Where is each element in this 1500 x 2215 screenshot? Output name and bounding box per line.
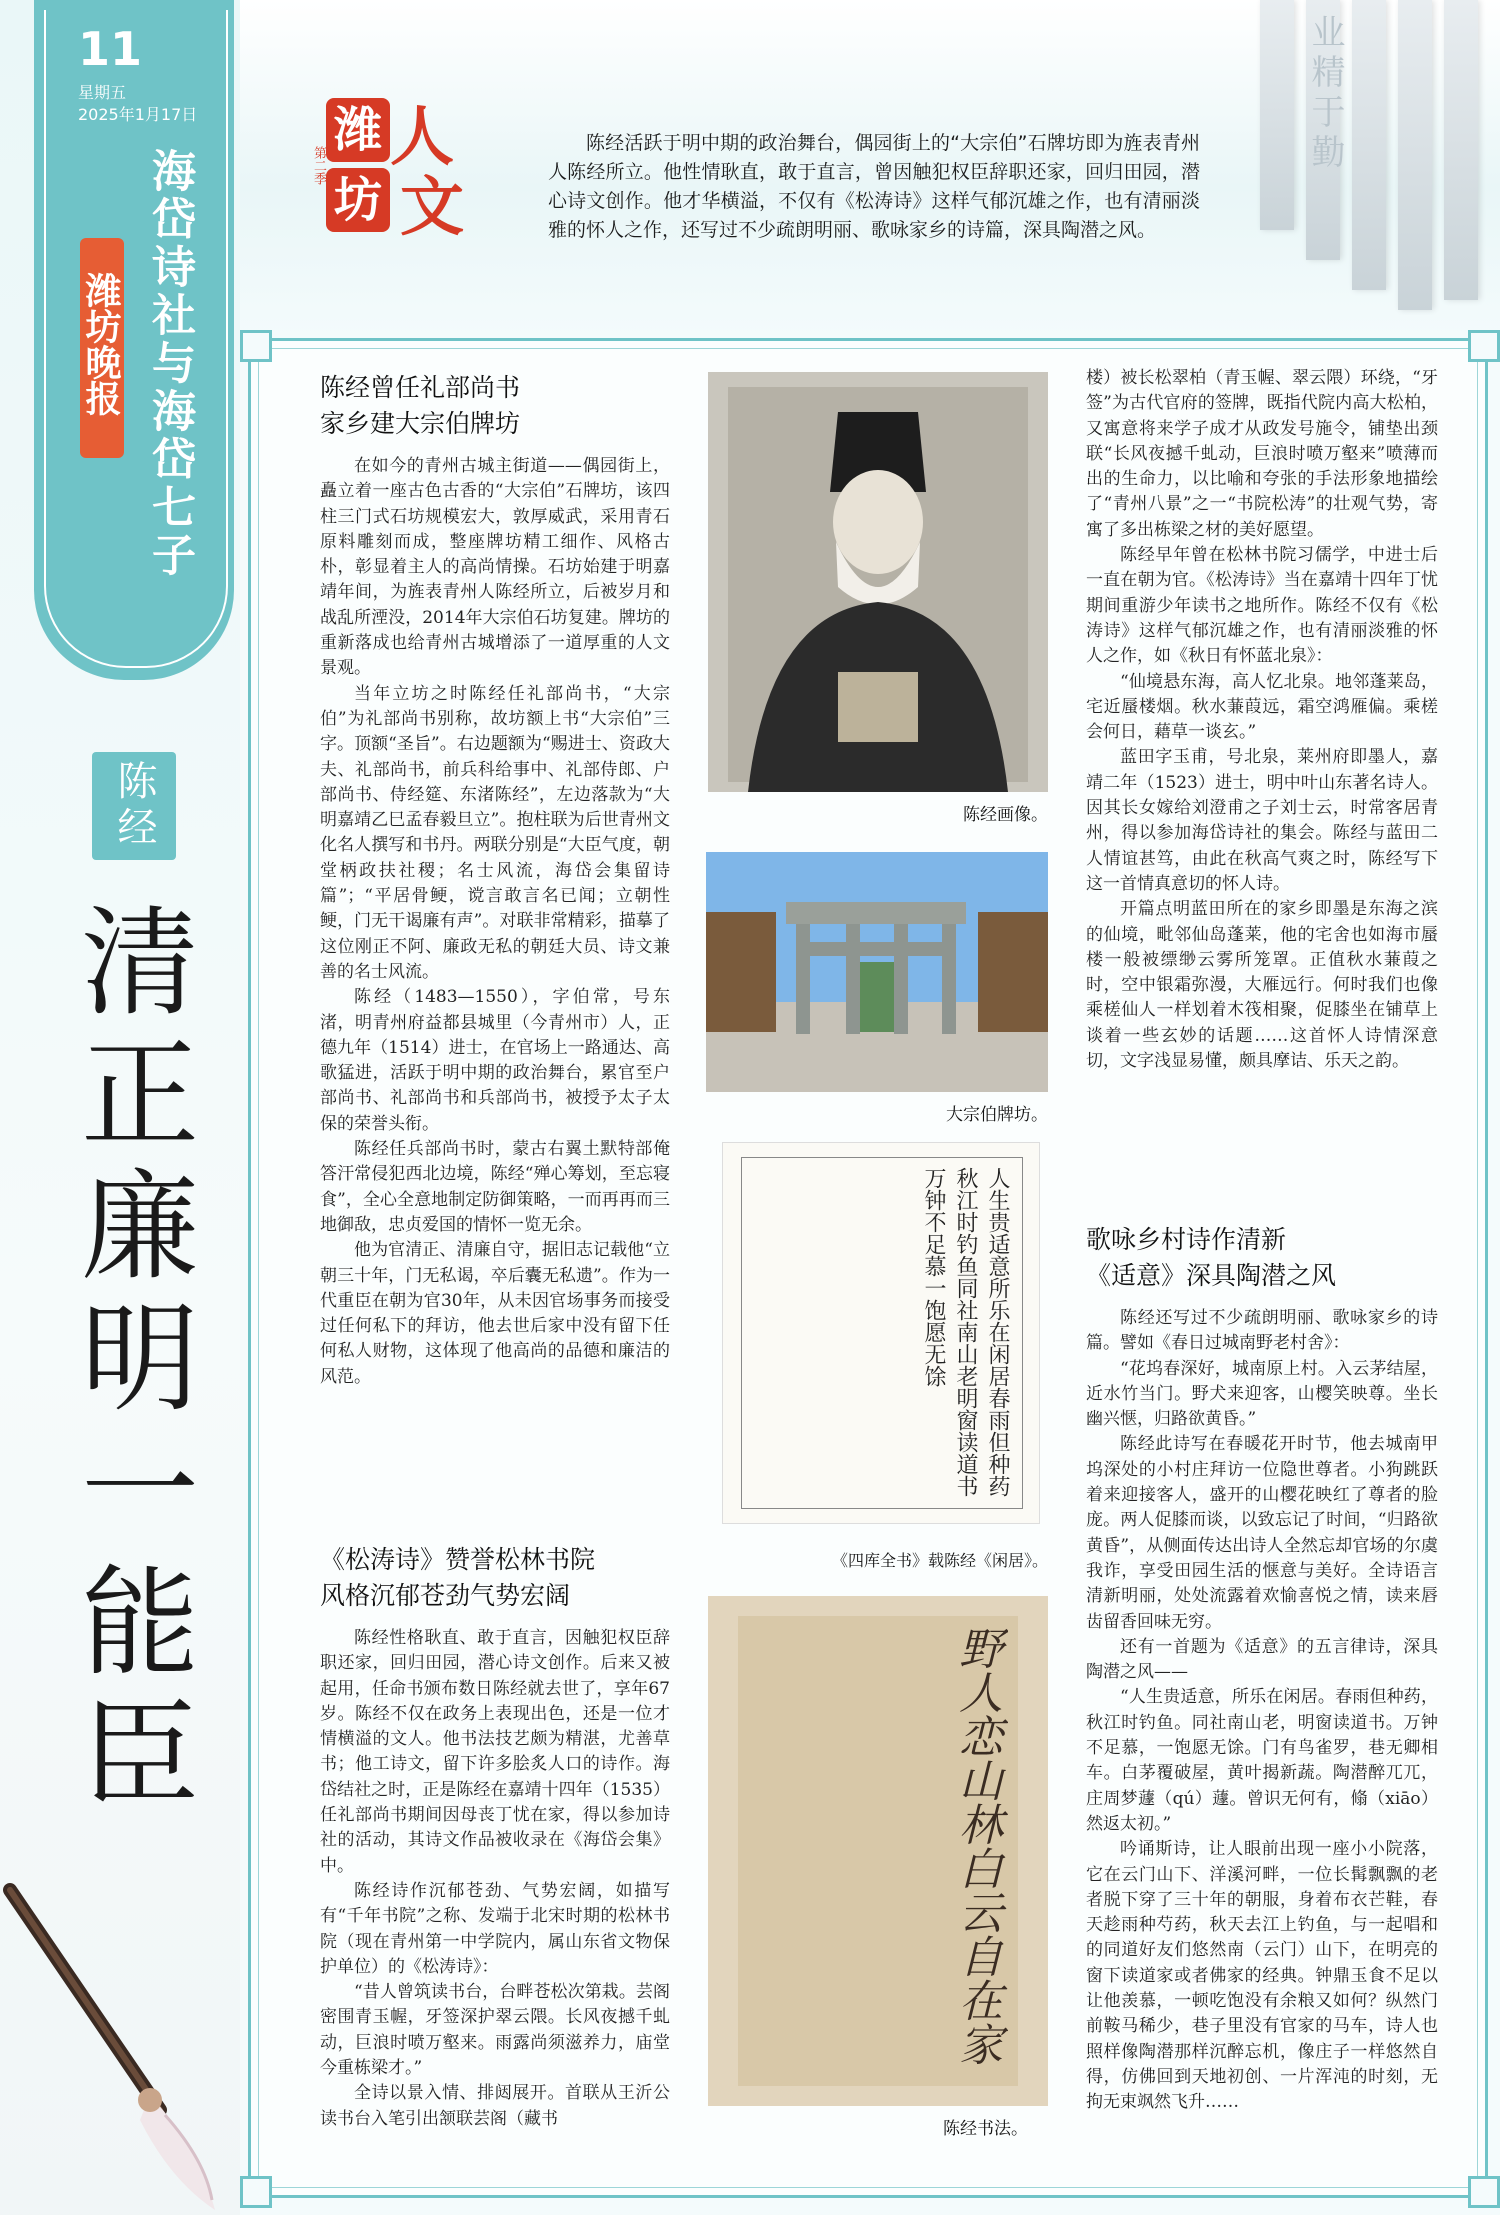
paragraph: 陈经（1483—1550），字伯常，号东渚，明青州府益都县城里（今青州市）人，正德九年（1514）进士，在官场上一路通达、高歌猛进，活跃于明中期的政治舞台，累官至户部尚书、礼部尚书和兵部尚书，被授予太子太保的荣誉头衔。 bbox=[320, 987, 670, 1134]
column-title: 海岱诗社与海岱七子 bbox=[144, 148, 195, 580]
decorative-watermark-text: 业精于勤 bbox=[1305, 14, 1345, 174]
calligraphy-photo bbox=[708, 1596, 1048, 2106]
paragraph: 在如今的青州古城主街道——偶园街上，矗立着一座古色古香的“大宗伯”石牌坊，该四柱三门式石坊规模宏大，敦厚威武，采用青石原料雕刻而成，整座牌坊精工细作、风格古朴，彰显着主人的高尚情操。石坊始建于明嘉靖年间，为旌表青州人陈经所立，后被岁月和战乱所湮没，2014年大宗伯石坊复建。牌坊的重新落成也给青州古城增添了一道厚重的人文景观。 bbox=[320, 456, 670, 679]
section-title-1: 陈经曾任礼部尚书 家乡建大宗伯牌坊 bbox=[320, 373, 521, 438]
siku-document-photo bbox=[722, 1142, 1040, 1524]
article-column-3b bbox=[1086, 1222, 1438, 2167]
portrait-photo bbox=[708, 372, 1048, 792]
poem-quote: “昔人曾筑读书台，台畔苍松次第栽。芸阁密围青玉幄，牙签深护翠云隈。长风夜撼千虬动，巨浪时喷万壑来。雨露尚须滋养力，庙堂今重栋梁才。” bbox=[320, 1982, 670, 2079]
frame-corner bbox=[1468, 2176, 1500, 2208]
caption-archway: 大宗伯牌坊。 bbox=[946, 1105, 1048, 1125]
publish-date: 2025年1月17日 bbox=[78, 105, 198, 124]
article-column-1 bbox=[320, 370, 670, 1500]
frame-corner bbox=[240, 2176, 272, 2208]
poem-quote: “花坞春深好，城南原上村。入云茅结屋，近水竹当门。野犬来迎客，山樱笑映尊。坐长幽兴惬，归路欲黄昏。” bbox=[1086, 1358, 1438, 1430]
renwen-weifang-logo bbox=[311, 86, 488, 245]
intro-paragraph: 陈经活跃于明中期的政治舞台，偶园街上的“大宗伯”石牌坊即为旌表青州人陈经所立。他性情耿直，敢于直言，曾因触犯权臣辞职还家，回归田园，潜心诗文创作。他才华横溢，不仅有《松涛诗》这样气郁沉雄之作，也有清丽淡雅的怀人之作，还写过不少疏朗明丽、歌咏家乡的诗篇，深具陶潜之风。 bbox=[548, 132, 1200, 241]
paragraph: 开篇点明蓝田所在的家乡即墨是东海之滨的仙境，毗邻仙岛蓬莱，他的宅舍也如海市蜃楼一般被缥缈云雾所笼罩。正值秋水蒹葭之时，空中银霜弥漫，大雁远行。何时我们也像乘槎仙人一样划着木筏相聚，促膝坐在铺草上谈着一些玄妙的话题……这首怀人诗情深意切，文字浅显易懂，颇具摩诘、乐天之韵。 bbox=[1086, 899, 1438, 1072]
paragraph: 吟诵斯诗，让人眼前出现一座小小院落，它在云门山下、洋溪河畔，一位长髯飘飘的老者脱下穿了三十年的朝服，身着布衣芒鞋，春天趁雨种芍药，秋天去江上钓鱼，与一起唱和的同道好友们悠然南（云门）山下，在明亮的窗下读道家或者佛家的经典。钟鼎玉食不足以让他羡慕，一顿吃饱没有余粮又如何？纵然门前鞍马稀少，巷子里没有官家的马车，诗人也照样像陶潜那样沉醉忘机，像庄子一样悠然自得，仿佛回到天地初创、一片浑沌的时刻，无拘无束飒然飞升…… bbox=[1086, 1839, 1438, 2113]
paragraph: 陈经任兵部尚书时，蒙古右翼土默特部俺答汗常侵犯西北边境，陈经“殚心筹划，至忘寝食”，全心全意地制定防御策略，一而再再而三地御敌，忠贞爱国的情怀一览无余。 bbox=[320, 1139, 670, 1235]
page-headline: 清正廉明一能臣 bbox=[61, 900, 199, 1824]
article-column-1b bbox=[320, 1542, 670, 2167]
paragraph: 蓝田字玉甫，号北泉，莱州府即墨人，嘉靖二年（1523）进士，明中叶山东著名诗人。因其长女嫁给刘澄甫之子刘士云，时常客居青州，得以参加海岱诗社的集会。陈经与蓝田二人情谊甚笃，由此在秋高气爽之时，陈经写下这一首情真意切的怀人诗。 bbox=[1086, 747, 1438, 894]
paragraph: 他为官清正、清廉自守，据旧志记载他“立朝三十年，门无私谒，卒后囊无私遗”。作为一代重臣在朝为官30年，从未因官场事务而接受过任何私下的拜访，他去世后家中没有留下任何私人财物，这体现了他高尚的品德和廉洁的风范。 bbox=[320, 1240, 670, 1387]
person-name-badge: 陈经 bbox=[92, 752, 176, 860]
weekday: 星期五 bbox=[78, 83, 127, 102]
poem-quote: “人生贵适意，所乐在闲居。春雨但种药，秋江时钓鱼。同社南山老，明窗读道书。万钟不足慕，一饱愿无馀。门有鸟雀罗，巷无卿相车。白茅覆破屋，黄叶揭新蔬。陶潜醉兀兀，庄周梦蘧（qú）蘧。曾识无何有，翛（xiāo）然返太初。” bbox=[1086, 1687, 1438, 1834]
paper-name: 潍坊晚报 bbox=[80, 272, 121, 416]
logo-season: 第二季 bbox=[311, 146, 326, 185]
logo-char-wei: 潍 bbox=[326, 98, 390, 162]
frame-corner bbox=[240, 330, 272, 362]
page-number: 11 bbox=[78, 22, 143, 76]
paragraph: 楼）被长松翠柏（青玉幄、翠云隈）环绕，“牙签”为古代官府的签牌，既指代院内高大松柏，又寓意将来学子成才从政发号施令，铺垫出颈联“长风夜撼千虬动，巨浪时喷万壑来”喷薄而出的生命力，以比喻和夸张的手法形象地描绘了“青州八景”之一“书院松涛”的壮观气势，寄寓了多出栋梁之材的美好愿望。 bbox=[1086, 368, 1438, 540]
caption-portrait: 陈经画像。 bbox=[963, 805, 1048, 825]
archway-photo bbox=[706, 852, 1048, 1092]
paragraph: 当年立坊之时陈经任礼部尚书，“大宗伯”为礼部尚书别称，故坊额上书“大宗伯”三字。顶额“圣旨”。右边题额为“赐进士、资政大夫、礼部尚书，前兵科给事中、礼部侍郎、户部尚书、侍经筵、东渚陈经”，左边落款为“大明嘉靖乙巳孟春毅旦立”。抱柱联为后世青州文化名人撰写和书丹。两联分别是“大臣气度，朝堂柄政扶社稷；名士风流，海岱会集留诗篇”；“平居骨鲠，谠言敢言名已闻；立朝性鲠，门无干谒廉有声”。对联非常精彩，描摹了这位刚正不阿、廉政无私的朝廷大员、诗文兼善的名士风流。 bbox=[320, 683, 670, 982]
paragraph: 陈经还写过不少疏朗明丽、歌咏家乡的诗篇。譬如《春日过城南野老村舍》： bbox=[1086, 1308, 1438, 1354]
caption-calligraphy: 陈经书法。 bbox=[943, 2119, 1028, 2139]
poem-quote: “仙境悬东海，高人忆北泉。地邻蓬莱岛，宅近蜃楼烟。秋水蒹葭远，霜空鸿雁偏。乘槎会何日，藉草一谈玄。” bbox=[1086, 671, 1438, 743]
logo-char-fang: 坊 bbox=[326, 168, 390, 232]
paragraph: 还有一首题为《适意》的五言律诗，深具陶潜之风—— bbox=[1086, 1636, 1438, 1683]
paragraph: 陈经此诗写在春暖花开时节，他去城南甲坞深处的小村庄拜访一位隐世尊者。小狗跳跃着来迎接客人，盛开的山樱花映红了尊者的脸庞。两人促膝而谈，以致忘记了时间，“归路欲黄昏”，从侧面传达出诗人全然忘却官场的尔虞我诈，享受田园生活的惬意与美好。全诗语言清新明丽，处处流露着欢愉喜悦之情，读来唇齿留香回味无穷。 bbox=[1086, 1434, 1438, 1632]
section-title-2: 《松涛诗》赞誉松林书院 风格沉郁苍劲气势宏阔 bbox=[320, 1545, 596, 1610]
article-column-3 bbox=[1086, 366, 1438, 1186]
paragraph: 陈经早年曾在松林书院习儒学，中进士后一直在朝为官。《松涛诗》当在嘉靖十四年丁忧期间重游少年读书之地所作。陈经不仅有《松涛诗》这样气郁沉雄之作，也有清丽淡雅的怀人之作，如《秋日有怀蓝北泉》： bbox=[1086, 545, 1438, 667]
paragraph: 全诗以景入情、排闼展开。首联从王沂公读书台入笔引出颔联芸阁（藏书 bbox=[320, 2083, 670, 2129]
logo-char-ren: 人 bbox=[390, 101, 454, 175]
siku-text: 人生贵适意所乐在闲居春雨但种药秋江时钓鱼同社南山老明窗读道书万钟不足慕一饱愿无馀 bbox=[921, 1167, 1010, 1497]
paragraph: 陈经性格耿直、敢于直言，因触犯权臣辞职还家，回归田园，潜心诗文创作。后来又被起用，任命书颁布数日陈经就去世了，享年67岁。陈经不仅在政务上表现出色，还是一位才情横溢的文人。他书法技艺颇为精湛，尤善草书；他工诗文，留下许多脍炙人口的诗作。海岱结社之时，正是陈经在嘉靖十四年（1535）任礼部尚书期间因母丧丁忧在家，得以参加诗社的活动，其诗文作品被收录在《海岱会集》中。 bbox=[320, 1628, 670, 1876]
logo-char-wen: 文 bbox=[400, 171, 464, 245]
calligraphy-text: 野人恋山林白云自在家 bbox=[951, 1626, 1002, 2066]
brush-illustration bbox=[0, 1850, 240, 2215]
frame-corner bbox=[1468, 330, 1500, 362]
section-title-4: 歌咏乡村诗作清新 《适意》深具陶潜之风 bbox=[1086, 1225, 1337, 1290]
caption-siku: 《四库全书》载陈经《闲居》。 bbox=[831, 1551, 1048, 1570]
decorative-bamboo-slips bbox=[1240, 0, 1500, 320]
paragraph: 陈经诗作沉郁苍劲、气势宏阔，如描写有“千年书院”之称、发端于北宋时期的松林书院（现在青州第一中学院内，属山东省文物保护单位）的《松涛诗》： bbox=[320, 1880, 670, 1977]
